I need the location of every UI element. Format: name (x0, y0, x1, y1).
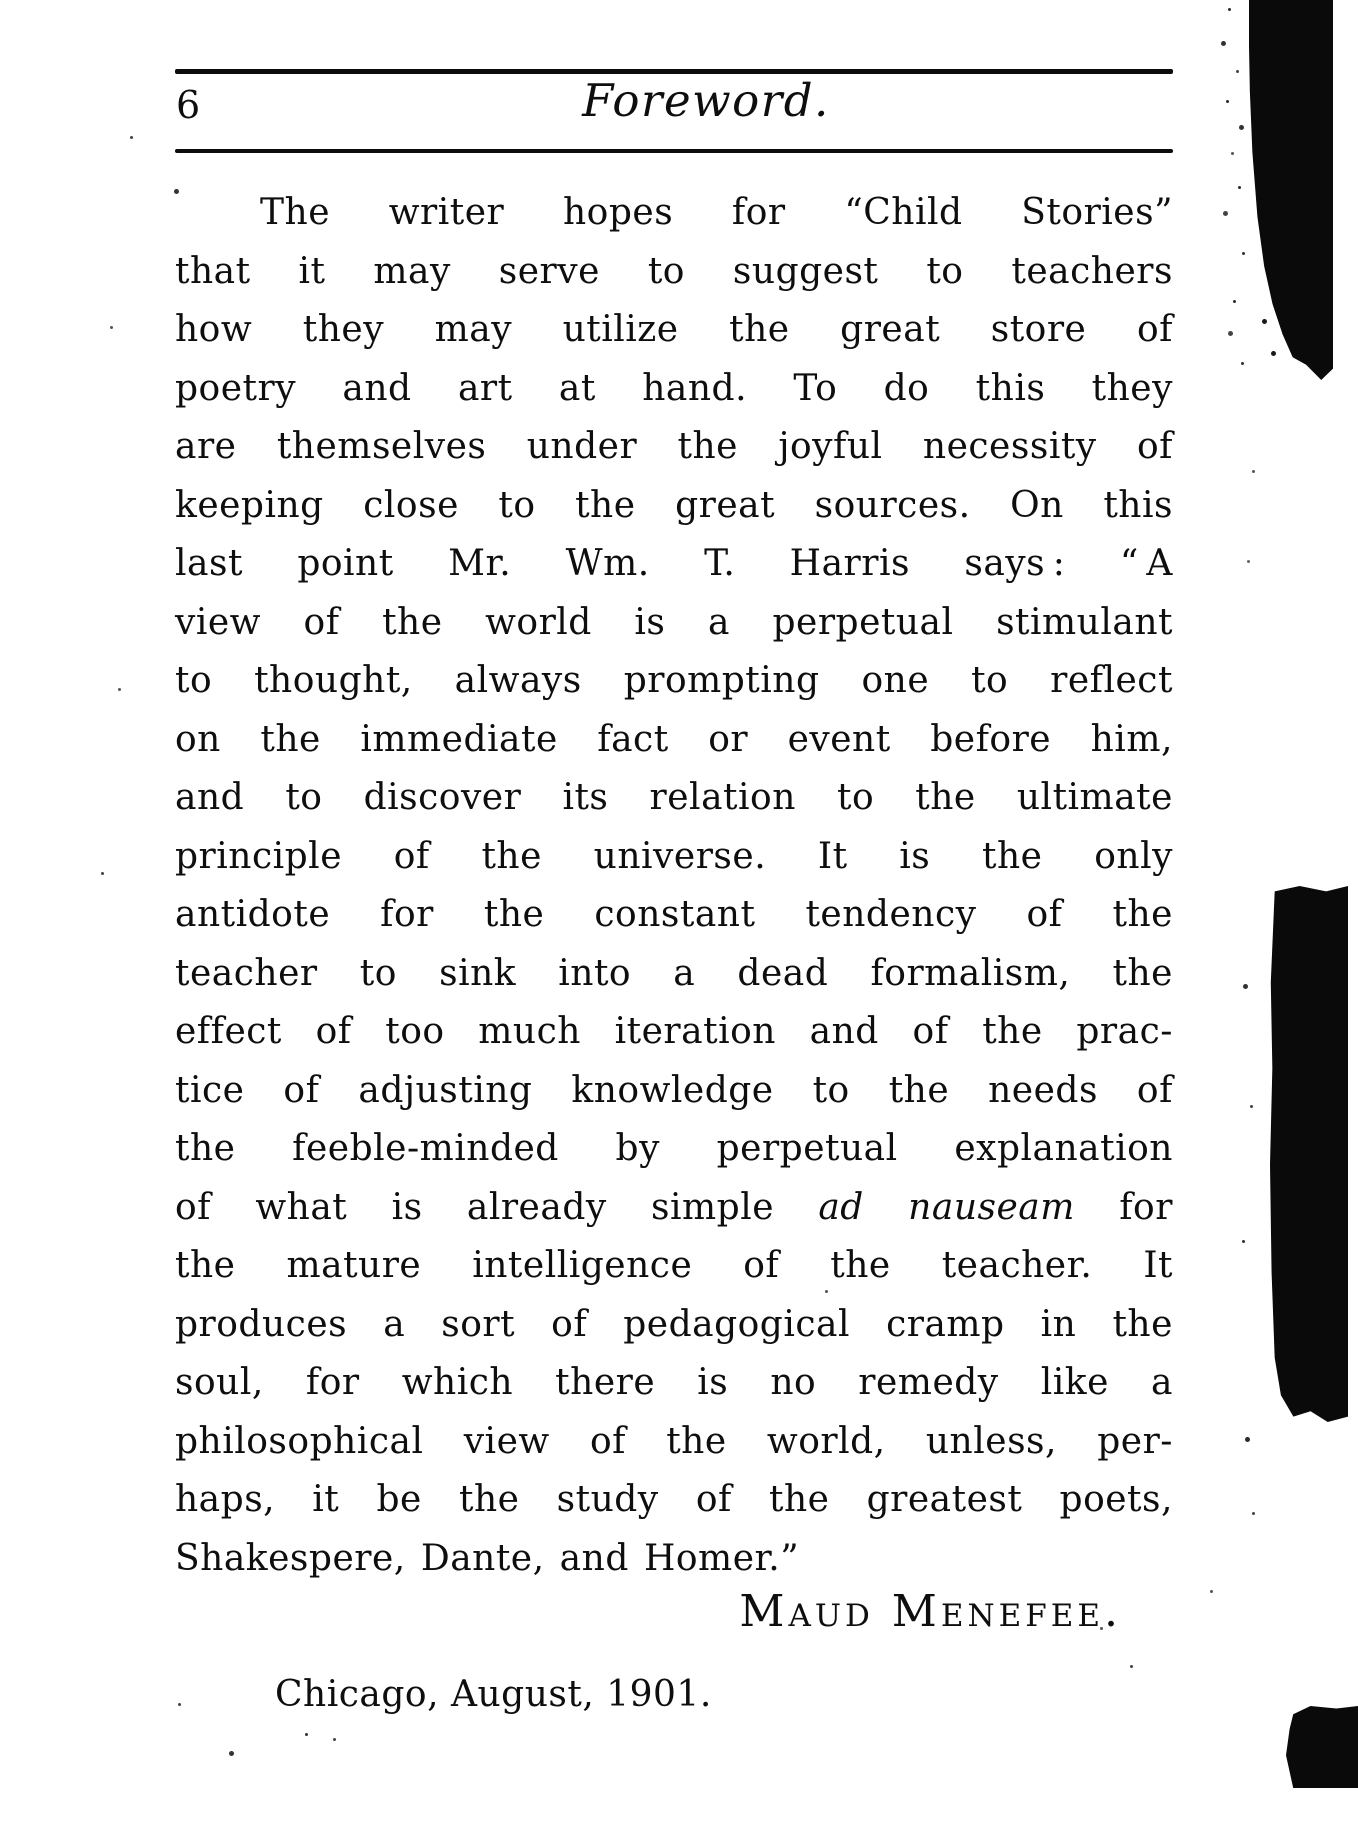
word: great (675, 484, 776, 526)
text-line (175, 711, 1173, 770)
text-line (175, 184, 1173, 243)
word: of (695, 1479, 732, 1520)
word: like (1040, 1362, 1109, 1403)
word: T. (704, 543, 736, 584)
word: On (1010, 484, 1064, 526)
word: to (647, 250, 685, 292)
word: they (1091, 367, 1173, 409)
word: Dante, (420, 1537, 545, 1579)
word: in (1040, 1303, 1077, 1345)
word: of (315, 1011, 352, 1052)
word: for (1119, 1186, 1173, 1228)
word: ultimate (1016, 777, 1173, 818)
text-line (175, 1530, 1173, 1589)
word: universe. (593, 835, 767, 877)
word: be (376, 1479, 422, 1520)
word: that (175, 250, 251, 292)
word: suggest (732, 250, 879, 292)
word: fact (597, 718, 669, 760)
word: says : (964, 543, 1066, 584)
word: the (575, 484, 636, 526)
word: of (1026, 894, 1063, 935)
word: the (729, 309, 790, 350)
word: of (175, 1186, 211, 1228)
word: art (457, 367, 513, 409)
word: Shakespere, (175, 1537, 406, 1579)
word: Wm. (565, 543, 650, 584)
word: Homer.” (643, 1537, 800, 1579)
word: teacher. (941, 1245, 1093, 1286)
scan-artifact-bottom-right (1286, 1706, 1358, 1788)
word: is (391, 1186, 423, 1228)
word: and (342, 367, 412, 409)
word: may (373, 250, 451, 292)
word: do (883, 367, 930, 409)
word: tendency (805, 894, 977, 935)
word: to (971, 660, 1009, 701)
word: may (434, 309, 513, 350)
word: store (990, 309, 1087, 350)
word: the (1112, 952, 1173, 994)
word: it (312, 1479, 340, 1520)
place-date-imprint: Chicago, August, 1901. (275, 1674, 712, 1715)
word: this (1103, 484, 1173, 526)
word: soul, (175, 1362, 264, 1403)
text-line (175, 594, 1173, 653)
word: study (556, 1479, 659, 1520)
word: hopes (562, 192, 674, 233)
word: discover (363, 777, 522, 818)
word: effect (175, 1011, 282, 1052)
word: the (382, 601, 443, 643)
word: what (255, 1186, 348, 1228)
body-text (175, 184, 1173, 1588)
word: perpetual (716, 1128, 898, 1169)
word: joyful (778, 426, 883, 467)
word: of (743, 1245, 780, 1286)
word: formalism, (870, 952, 1071, 994)
author-signature: Maud Menefee. (739, 1586, 1122, 1637)
word: which (401, 1362, 514, 1403)
text-line (175, 886, 1173, 945)
word: for (305, 1362, 360, 1403)
word: the (175, 1128, 236, 1169)
word: the (768, 1479, 830, 1520)
word: antidote (175, 894, 331, 935)
word: relation (649, 777, 796, 818)
word: view (175, 601, 261, 643)
word: the (830, 1245, 891, 1286)
scan-artifact-top-right (1249, 0, 1333, 380)
word: and (175, 777, 245, 818)
word: to (837, 777, 875, 818)
word: of (1136, 309, 1173, 350)
word: teacher (175, 952, 318, 994)
word: of (589, 1420, 626, 1462)
word: of (393, 835, 430, 877)
page-number: 6 (176, 83, 202, 127)
word: the (982, 1011, 1043, 1052)
word: haps, (175, 1479, 276, 1520)
word: needs (988, 1069, 1098, 1111)
word: reflect (1050, 660, 1173, 701)
word: the (888, 1069, 950, 1111)
word: of (551, 1303, 588, 1345)
word: remedy (858, 1362, 999, 1403)
word: great (840, 309, 941, 350)
word: keeping (175, 484, 324, 526)
word: always (454, 660, 582, 701)
word: only (1094, 835, 1173, 877)
word: of (303, 601, 340, 643)
word: iteration (614, 1011, 776, 1052)
word: too (385, 1011, 445, 1052)
text-line (175, 652, 1173, 711)
word: there (555, 1362, 656, 1403)
word: nauseam (908, 1186, 1075, 1228)
text-line (175, 1179, 1173, 1238)
word: to (359, 952, 397, 994)
header-rule-bottom (175, 149, 1173, 153)
text-line (175, 1354, 1173, 1413)
word: last (175, 543, 243, 584)
word: principle (175, 835, 342, 877)
word: the (1112, 1303, 1173, 1345)
word: on (175, 718, 221, 760)
word: dead (737, 952, 829, 994)
word: are (175, 426, 237, 467)
word: philosophical (175, 1420, 424, 1462)
word: much (478, 1011, 581, 1052)
text-line (175, 477, 1173, 536)
word: a (707, 601, 730, 643)
word: adjusting (358, 1069, 533, 1111)
text-line (175, 1062, 1173, 1121)
text-line (175, 535, 1173, 594)
word: thought, (254, 660, 413, 701)
word: themselves (276, 426, 487, 467)
word: the (915, 777, 976, 818)
word: The (260, 192, 331, 233)
word: constant (594, 894, 756, 935)
word: hand. (642, 367, 748, 409)
word: this (975, 367, 1046, 409)
word: prac- (1076, 1011, 1173, 1052)
word: it (298, 250, 326, 292)
word: of (283, 1069, 320, 1111)
word: the (260, 718, 321, 760)
word: intelligence (472, 1245, 693, 1286)
scan-speckles (0, 0, 3, 3)
word: utilize (562, 309, 679, 350)
word: no (770, 1362, 817, 1403)
word: the (982, 835, 1043, 877)
scan-artifact-middle-right (1270, 886, 1348, 1422)
word: prompting (623, 660, 820, 701)
word: poets, (1059, 1479, 1173, 1520)
word: mature (286, 1245, 422, 1286)
word: Mr. (448, 543, 512, 584)
word: It (1143, 1245, 1173, 1286)
word: serve (498, 250, 600, 292)
word: the (483, 894, 545, 935)
word: greatest (866, 1479, 1023, 1520)
word: view (463, 1420, 550, 1462)
word: for (731, 192, 786, 233)
word: produces (175, 1303, 348, 1345)
word: him, (1090, 718, 1173, 760)
word: world (485, 601, 592, 643)
word: pedagogical (623, 1303, 850, 1345)
text-line (175, 828, 1173, 887)
text-line (175, 301, 1173, 360)
word: one (861, 660, 930, 701)
word: the (677, 426, 738, 467)
text-line (175, 1237, 1173, 1296)
word: It (817, 835, 848, 877)
word: to (285, 777, 323, 818)
word: feeble-minded (292, 1128, 559, 1169)
page-title: Foreword. (582, 74, 830, 127)
word: Harris (789, 543, 910, 584)
word: knowledge (571, 1069, 774, 1111)
word: to (926, 250, 964, 292)
word: is (634, 601, 666, 643)
word: ad (818, 1186, 864, 1228)
word: “ A (1119, 543, 1173, 584)
text-line (175, 1003, 1173, 1062)
word: the (175, 1245, 236, 1286)
word: unless, (925, 1420, 1057, 1462)
word: to (175, 660, 213, 701)
text-line (175, 1471, 1173, 1530)
word: under (526, 426, 638, 467)
word: and (809, 1011, 879, 1052)
word: by (615, 1128, 660, 1169)
text-line (175, 1120, 1173, 1179)
word: “Child (844, 192, 963, 233)
word: a (383, 1303, 406, 1345)
word: per- (1097, 1420, 1173, 1462)
word: of (1137, 426, 1173, 467)
word: close (363, 484, 459, 526)
word: before (930, 718, 1052, 760)
word: the (481, 835, 542, 877)
word: is (697, 1362, 729, 1403)
word: perpetual (772, 601, 954, 643)
word: to (812, 1069, 850, 1111)
word: tice (175, 1069, 245, 1111)
word: To (793, 367, 838, 409)
word: of (912, 1011, 949, 1052)
word: necessity (922, 426, 1097, 467)
word: how (175, 309, 253, 350)
word: and (559, 1537, 629, 1579)
word: simple (651, 1186, 775, 1228)
word: for (380, 894, 434, 935)
text-line (175, 769, 1173, 828)
word: to (498, 484, 536, 526)
word: its (562, 777, 609, 818)
word: a (673, 952, 696, 994)
word: the (1112, 894, 1173, 935)
text-line (175, 1413, 1173, 1472)
word: at (558, 367, 596, 409)
word: they (302, 309, 385, 350)
text-line (175, 243, 1173, 302)
word: world, (766, 1420, 886, 1462)
word: the (458, 1479, 520, 1520)
word: into (558, 952, 632, 994)
word: sort (441, 1303, 516, 1345)
word: is (899, 835, 931, 877)
word: cramp (886, 1303, 1005, 1345)
word: or (708, 718, 749, 760)
text-line (175, 418, 1173, 477)
word: explanation (954, 1128, 1173, 1169)
text-line (175, 360, 1173, 419)
word: sources. (814, 484, 971, 526)
text-line (175, 945, 1173, 1004)
word: Stories” (1021, 192, 1173, 233)
word: already (466, 1186, 607, 1228)
word: writer (388, 192, 505, 233)
word: a (1150, 1362, 1173, 1403)
word: sink (439, 952, 517, 994)
text-line (175, 1296, 1173, 1355)
word: teachers (1011, 250, 1173, 292)
word: of (1136, 1069, 1173, 1111)
word: point (297, 543, 394, 584)
word: poetry (175, 367, 297, 409)
word: the (666, 1420, 727, 1462)
word: immediate (360, 718, 558, 760)
word: event (787, 718, 891, 760)
word: stimulant (996, 601, 1173, 643)
